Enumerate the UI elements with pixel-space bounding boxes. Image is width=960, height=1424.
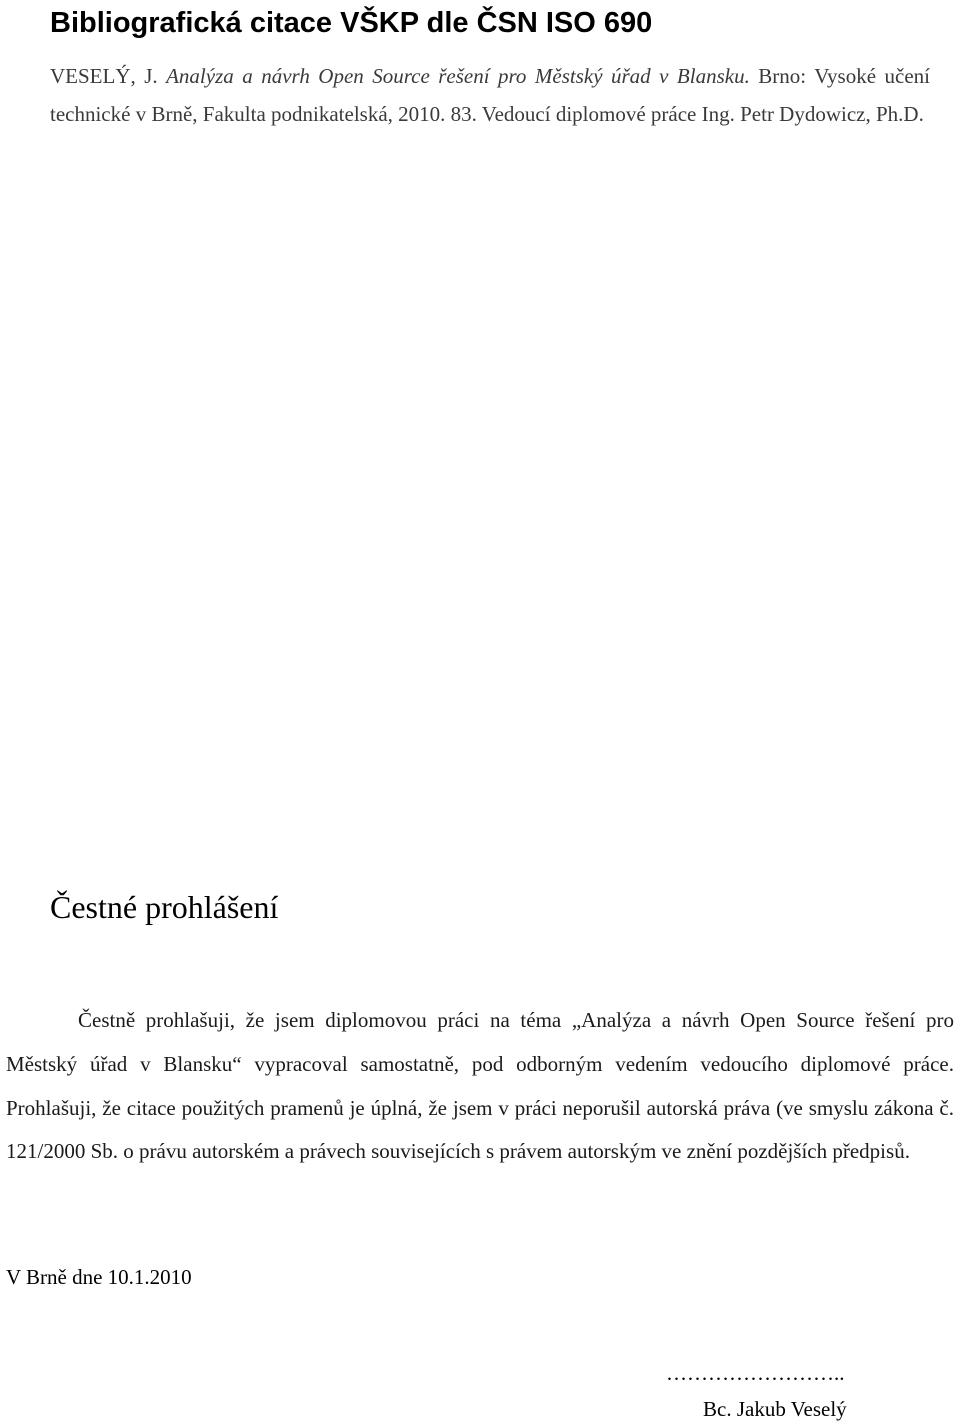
declaration-title: Čestné prohlášení [50,889,279,925]
declaration-body: Čestně prohlašuji, že jsem diplomovou práci na téma „Analýza a návrh Open Source řešení pro Městský úřad v Blansku“ vypracoval samostatně, pod odborným vedením vedoucího diplomové práce. Prohlašuji, že citace použitých pramenů je úplná, že jsem v práci neporušil autorská práva (ve smyslu zákona č. 121/2000 Sb. o právu autorském a právech souvisejících s právem autorským ve znění pozdějších předpisů. [6,1008,954,1164]
citation-heading: Bibliografická citace VŠKP dle ČSN ISO 690 [50,7,653,39]
citation-title: Analýza a návrh Open Source řešení pro Městský úřad v Blansku. [166,64,750,88]
citation-author: VESELÝ, J. [50,64,167,88]
place-date: V Brně dne 10.1.2010 [6,1265,192,1289]
citation-text [50,57,930,133]
citation-details: Brno: Vysoké učení technické v Brně, Fakulta podnikatelská, 2010. 83. Vedoucí diplomové práce Ing. Petr Dydowicz, Ph.D. [50,64,930,126]
signature-name: Bc. Jakub Veselý [703,1397,847,1421]
signature-line: …………………….. [666,1361,845,1385]
